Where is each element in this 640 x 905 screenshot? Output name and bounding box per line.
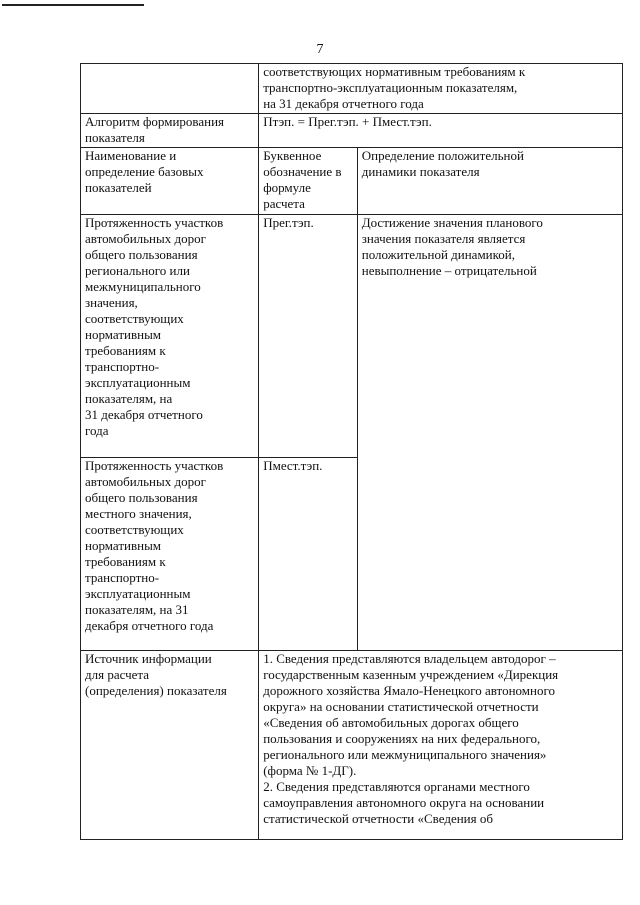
continuation-empty-cell xyxy=(81,64,259,114)
header-letter-symbol: Буквенное обозначение в формуле расчета xyxy=(259,148,358,215)
local-indicator-symbol: Пмест.тэп. xyxy=(259,458,358,651)
algorithm-label: Алгоритм формирования показателя xyxy=(81,114,259,148)
page-number: 7 xyxy=(316,42,324,57)
header-positive-dynamics: Определение положительной динамики показателя xyxy=(357,148,622,215)
table-row-continuation xyxy=(81,64,623,114)
algorithm-formula: Птэп. = Прег.тэп. + Пмест.тэп. xyxy=(259,114,623,148)
header-rule xyxy=(2,4,144,6)
source-text: 1. Сведения представляются владельцем автодорог – государственным казенным учреждением «Дирекция дорожного хозяйства Ямало-Ненецкого автономного округа» на основании статистической отчетности «Сведения об автомобильных дорогах общего пользования и сооружениях на них федерального, регионального или межмуниципального значения» (форма № 1-ДГ). 2. Сведения представляются органами местного самоуправления автономного округа на основании статистической отчетности «Сведения об xyxy=(259,651,623,840)
continuation-text: соответствующих нормативным требованиям к транспортно-эксплуатационным показателям, на 31 декабря отчетного года xyxy=(259,64,623,114)
table-row-source xyxy=(81,651,623,840)
regional-indicator-symbol: Прег.тэп. xyxy=(259,215,358,458)
local-indicator-name: Протяженность участков автомобильных дорог общего пользования местного значения, соответствующих нормативным требованиям к транспортно- эксплуатационным показателям, на 31 декабря отчетного года xyxy=(81,458,259,651)
header-base-indicators: Наименование и определение базовых показателей xyxy=(81,148,259,215)
table-row-regional xyxy=(81,215,623,458)
dynamics-definition: Достижение значения планового значения показателя является положительной динамикой, невыполнение – отрицательной xyxy=(357,215,622,651)
regional-indicator-name: Протяженность участков автомобильных дорог общего пользования регионального или межмуниципального значения, соответствующих нормативным требованиям к транспортно- эксплуатационным показателям, на 31 декабря отчетного года xyxy=(81,215,259,458)
table-row-algorithm xyxy=(81,114,623,148)
table-row-headers xyxy=(81,148,623,215)
source-label: Источник информации для расчета (определения) показателя xyxy=(81,651,259,840)
indicator-table xyxy=(80,63,623,840)
